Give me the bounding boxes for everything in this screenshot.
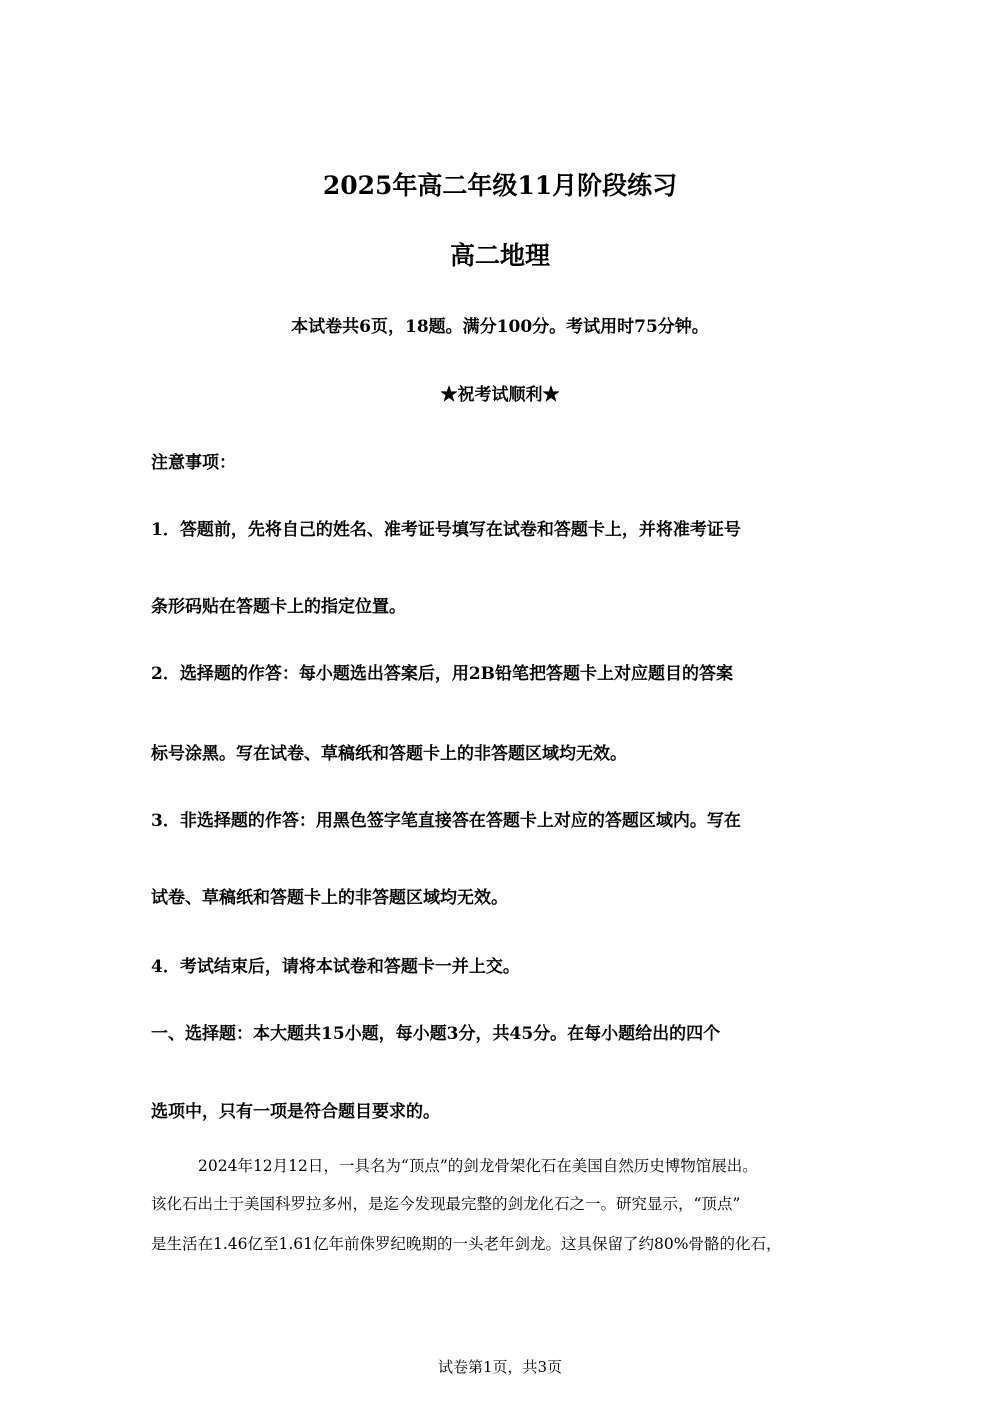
notice-line-5: 3．非选择题的作答：用黑色签字笔直接答在答题卡上对应的答题区域内。写在 [151, 811, 741, 831]
notice-line-2: 条形码贴在答题卡上的指定位置。 [151, 597, 406, 617]
section-heading-line-1: 一、选择题：本大题共15小题，每小题3分，共45分。在每小题给出的四个 [151, 1024, 721, 1044]
exam-info: 本试卷共6页，18题。满分100分。考试用时75分钟。 [291, 317, 709, 337]
notice-line-7: 4．考试结束后，请将本试卷和答题卡一并上交。 [151, 957, 520, 977]
page-footer: 试卷第1页，共3页 [437, 1358, 563, 1376]
notice-line-6: 试卷、草稿纸和答题卡上的非答题区域均无效。 [151, 888, 508, 908]
notice-heading: 注意事项： [151, 453, 236, 473]
notice-line-3: 2．选择题的作答：每小题选出答案后，用2B铅笔把答题卡上对应题目的答案 [151, 664, 734, 684]
notice-line-4: 标号涂黑。写在试卷、草稿纸和答题卡上的非答题区域均无效。 [151, 744, 627, 764]
exam-title: 2025年高二年级11月阶段练习 [322, 171, 678, 200]
section-heading-line-2: 选项中，只有一项是符合题目要求的。 [151, 1102, 440, 1122]
passage-line-2: 该化石出土于美国科罗拉多州，是迄今发现最完整的剑龙化石之一。研究显示，“顶点” [151, 1195, 741, 1213]
good-luck-line: ★祝考试顺利★ [440, 385, 560, 405]
passage-line-3: 是生活在1.46亿至1.61亿年前侏罗纪晚期的一头老年剑龙。这具保留了约80%骨骼的化石， [151, 1235, 782, 1253]
passage-line-1: 2024年12月12日，一具名为“顶点”的剑龙骨架化石在美国自然历史博物馆展出。 [198, 1157, 758, 1175]
notice-line-1: 1．答题前，先将自己的姓名、准考证号填写在试卷和答题卡上，并将准考证号 [151, 520, 741, 540]
subject-title: 高二地理 [449, 241, 550, 270]
